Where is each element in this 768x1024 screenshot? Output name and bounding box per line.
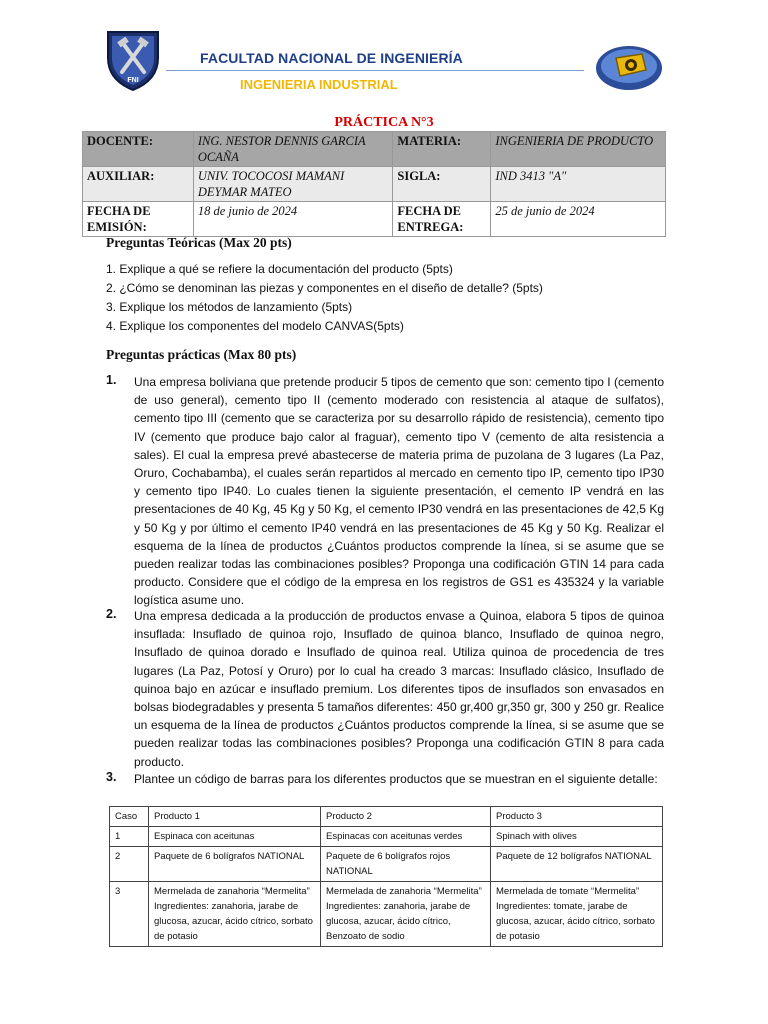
table-header-row <box>110 807 663 827</box>
table-cell: Paquete de 6 bolígrafos NATIONAL <box>149 847 321 882</box>
career-name: INGENIERIA INDUSTRIAL <box>240 77 398 92</box>
product-table <box>109 806 663 947</box>
question-number: 3. <box>106 770 117 784</box>
docente-label: DOCENTE: <box>83 132 194 167</box>
table-cell: Spinach with olives <box>491 827 663 847</box>
question-number: 1. <box>106 373 117 387</box>
auxiliar-value: UNIV. TOCOCOSI MAMANI DEYMAR MATEO <box>193 167 393 202</box>
faculty-name: FACULTAD NACIONAL DE INGENIERÍA <box>200 50 463 66</box>
sigla-value: IND 3413 "A" <box>491 167 666 202</box>
question-text: Una empresa dedicada a la producción de productos envase a Quinoa, elabora 5 tipos de quinoa insuflada: Insuflado de quinoa rojo, Insuflado de quinoa blanco, Insuflado de quinoa negro, Insuflado de quinoa dorado e Insuflado de quinoa real. Utiliza quinoa de procedencia de tres lugares (La Paz, Potosí y Oruro) por lo cual ha creado 3 marcas: Insuflado clásico, Insuflado de quinoa bajo en azúcar e insuflado premium. Los diferentes tipos de insuflados son envasados en bolsas biodegradables y presenta 5 tamaños diferentes: 450 gr,400 gr,350 gr, 300 y 250 gr. Realice un esquema de la línea de productos ¿Cuántos productos comprende la línea, si se asume que se pueden realizar todas las combinaciones posibles? Proponga una codificación GTIN 8 para cada producto. <box>134 609 664 769</box>
table-cell: Espinacas con aceitunas verdes <box>321 827 491 847</box>
career-emblem-logo <box>594 40 664 92</box>
sigla-label: SIGLA: <box>393 167 491 202</box>
fecha-entrega-value: 25 de junio de 2024 <box>491 202 666 237</box>
theory-question: 2. ¿Cómo se denominan las piezas y componentes en el diseño de detalle? (5pts) <box>106 281 543 295</box>
question-text: Plantee un código de barras para los diferentes productos que se muestran en el siguiente detalle: <box>134 772 658 786</box>
question-number: 2. <box>106 607 117 621</box>
question-text: Una empresa boliviana que pretende producir 5 tipos de cemento que son: cemento tipo I (cemento de uso general), cemento tipo II (cemento moderado con resistencia al ataque de sulfatos), cemento tipo III (cemento que se caracteriza por su desarrollo rápido de resistencia), cemento tipo IV (cemento que produce bajo calor al fraguar), cemento tipo V (cemento de alta resistencia a sales). El cual la empresa prevé abastecerse de materia prima de puzolana de 3 lugares (La Paz, Oruro, Cochabamba), el cuales serán repartidos al mercado en cemento tipo IP, cemento tipo IP30 y cemento tipo IP40. Lo cuales tienen la siguiente presentación, el cemento IP vendrá en las presentaciones de 40 Kg, 45 Kg y 50 Kg, el cemento IP30 vendrá en las presentaciones de 42,5 Kg y 50 Kg y por último el cemento IP40 vendrá en las presentaciones de 45 Kg y 50 Kg. Realizar el esquema de la línea de productos ¿Cuántos productos comprende la línea, si se asume que se pueden realizar todas las combinaciones posibles? Proponga una codificación GTIN 14 para cada producto. Considere que el código de la empresa en los registros de GS1 es 435324 y la variable logística asume uno. <box>134 375 664 608</box>
theory-question: 3. Explique los métodos de lanzamiento (5pts) <box>106 300 353 314</box>
auxiliar-label: AUXILIAR: <box>83 167 194 202</box>
table-cell: 3 <box>110 882 149 947</box>
table-header-cell: Producto 2 <box>321 807 491 827</box>
table-row <box>110 882 663 947</box>
logo-letters: FNI <box>127 77 139 84</box>
fecha-emision-value: 18 de junio de 2024 <box>193 202 393 237</box>
materia-value: INGENIERIA DE PRODUCTO <box>491 132 666 167</box>
table-header-cell: Producto 3 <box>491 807 663 827</box>
theory-question: 4. Explique los componentes del modelo CANVAS(5pts) <box>106 319 404 333</box>
table-cell: 1 <box>110 827 149 847</box>
faculty-shield-logo <box>104 28 162 92</box>
table-header-cell: Producto 1 <box>149 807 321 827</box>
docente-value: ING. NESTOR DENNIS GARCIA OCAÑA <box>193 132 393 167</box>
table-row <box>110 827 663 847</box>
table-row <box>110 847 663 882</box>
theory-question-list <box>106 260 666 336</box>
table-header-cell: Caso <box>110 807 149 827</box>
table-cell: 2 <box>110 847 149 882</box>
table-cell: Paquete de 12 bolígrafos NATIONAL <box>491 847 663 882</box>
header-divider <box>166 70 584 71</box>
theory-section-title: Preguntas Teóricas (Max 20 pts) <box>106 235 292 250</box>
practice-title: PRÁCTICA N°3 <box>334 115 434 130</box>
table-cell: Espinaca con aceitunas <box>149 827 321 847</box>
table-cell: Mermelada de tomate “Mermelita” Ingredientes: tomate, jarabe de glucosa, azucar, ácido cítrico, sorbato de potasio <box>491 882 663 947</box>
fecha-emision-label: FECHA DE EMISIÓN: <box>83 202 194 237</box>
practice-section-title: Preguntas prácticas (Max 80 pts) <box>106 347 297 362</box>
table-cell: Mermelada de zanahoria “Mermelita” Ingredientes: zanahoria, jarabe de glucosa, azucar, ácido cítrico, Benzoato de sodio <box>321 882 491 947</box>
table-cell: Mermelada de zanahoria “Mermelita” Ingredientes: zanahoria, jarabe de glucosa, azucar, ácido cítrico, sorbato de potasio <box>149 882 321 947</box>
fecha-entrega-label: FECHA DE ENTREGA: <box>393 202 491 237</box>
practice-question-list <box>106 373 664 803</box>
table-cell: Paquete de 6 bolígrafos rojos NATIONAL <box>321 847 491 882</box>
course-info-table <box>82 131 666 237</box>
theory-question: 1. Explique a qué se refiere la documentación del producto (5pts) <box>106 262 453 276</box>
materia-label: MATERIA: <box>393 132 491 167</box>
